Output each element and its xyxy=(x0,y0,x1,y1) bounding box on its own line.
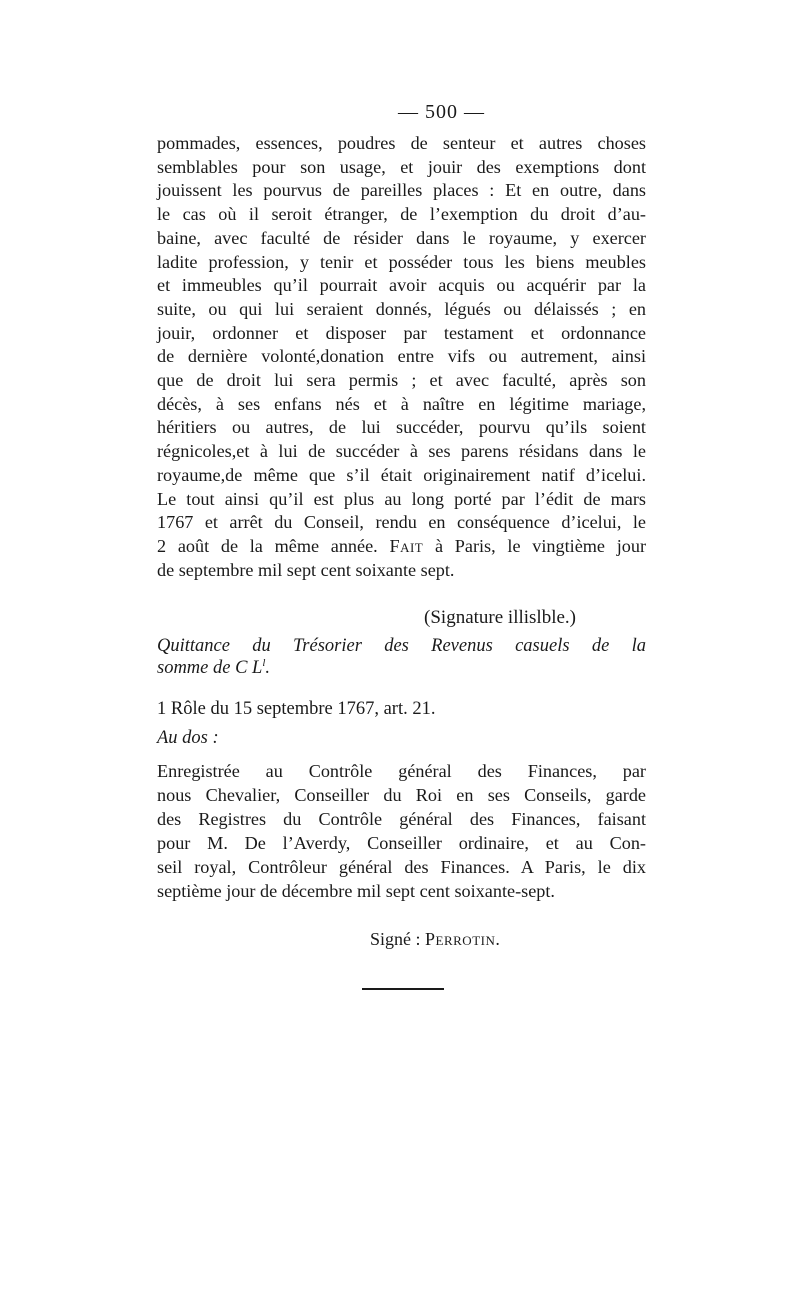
text-line: et immeubles qu’il pourrait avoir acquis ou acquérir par la xyxy=(157,275,646,296)
fait-word: Fait xyxy=(389,535,424,556)
text-line: jouissent les pourvus de pareilles places : Et en outre, dans xyxy=(157,180,646,201)
quittance-line: Quittance du Trésorier des Revenus casuels de la xyxy=(157,636,646,657)
quittance-sup: l xyxy=(262,657,266,670)
text-line: royaume,de même que s’il était originairement natif d’icelui. xyxy=(157,464,646,485)
text-line: septième jour de décembre mil sept cent soixante-sept. xyxy=(157,881,555,902)
role-entry: 1 Rôle du 15 septembre 1767, art. 21. xyxy=(157,699,436,720)
quittance-line xyxy=(157,657,646,679)
text-line: régnicoles,et à lui de succéder à ses parens résidans dans le xyxy=(157,441,646,462)
text-line: Le tout ainsi qu’il est plus au long porté par l’édit de mars xyxy=(157,488,646,509)
signe-end: . xyxy=(495,929,500,950)
text-line xyxy=(157,535,646,559)
text-line: pommades, essences, poudres de senteur et autres choses xyxy=(157,133,646,153)
text-line: Enregistrée au Contrôle général des Finances, par xyxy=(157,761,646,782)
book-page xyxy=(157,92,646,953)
text-line: jouir, ordonner et disposer par testament et ordonnance xyxy=(157,322,646,343)
page-number: — 500 — xyxy=(398,101,485,123)
text-line: le cas où il seroit étranger, de l’exemption du droit d’au- xyxy=(157,204,646,225)
text-line: ladite profession, y tenir et posséder tous les biens meubles xyxy=(157,251,646,272)
text-line: de septembre mil sept cent soixante sept. xyxy=(157,559,455,580)
text-line: nous Chevalier, Conseiller du Roi en ses Conseils, garde xyxy=(157,785,646,806)
signature-line xyxy=(157,925,646,953)
text-line: des Registres du Contrôle général des Finances, faisant xyxy=(157,809,646,830)
text-segment: à Paris, le vingtième jour xyxy=(423,535,647,556)
text-line: baine, avec faculté de résider dans le royaume, y exercer xyxy=(157,227,646,248)
quittance-end: . xyxy=(265,658,271,679)
text-line: que de droit lui sera permis ; et avec faculté, après son xyxy=(157,370,646,391)
text-line: de dernière volonté,donation entre vifs ou autrement, ainsi xyxy=(157,346,646,367)
text-line: suite, ou qui lui seraient donnés, légués ou délaissés ; en xyxy=(157,298,646,319)
text-segment: 2 août de la même année. xyxy=(157,535,378,556)
signer-name: Perrotin xyxy=(425,929,496,950)
text-line: héritiers ou autres, de lui succéder, pourvu qu’ils soient xyxy=(157,417,646,438)
quittance-amount: somme de C L xyxy=(157,658,263,679)
signature-note: (Signature illislble.) xyxy=(424,607,576,629)
endorsement-paragraph xyxy=(157,759,646,903)
text-line: 1767 et arrêt du Conseil, rendu en conséquence d’icelui, le xyxy=(157,512,646,533)
text-line: semblables pour son usage, et jouir des exemptions dont xyxy=(157,156,646,177)
closing-rule xyxy=(362,988,444,990)
body-paragraph xyxy=(157,132,646,582)
quittance-caption xyxy=(157,635,646,679)
signe-label: Signé : xyxy=(370,929,426,950)
text-line: décès, à ses enfans nés et à naître en légitime mariage, xyxy=(157,393,646,414)
text-line: seil royal, Contrôleur général des Finances. A Paris, le dix xyxy=(157,857,646,878)
au-dos-heading: Au dos : xyxy=(157,728,219,749)
text-line: pour M. De l’Averdy, Conseiller ordinaire, et au Con- xyxy=(157,833,646,854)
